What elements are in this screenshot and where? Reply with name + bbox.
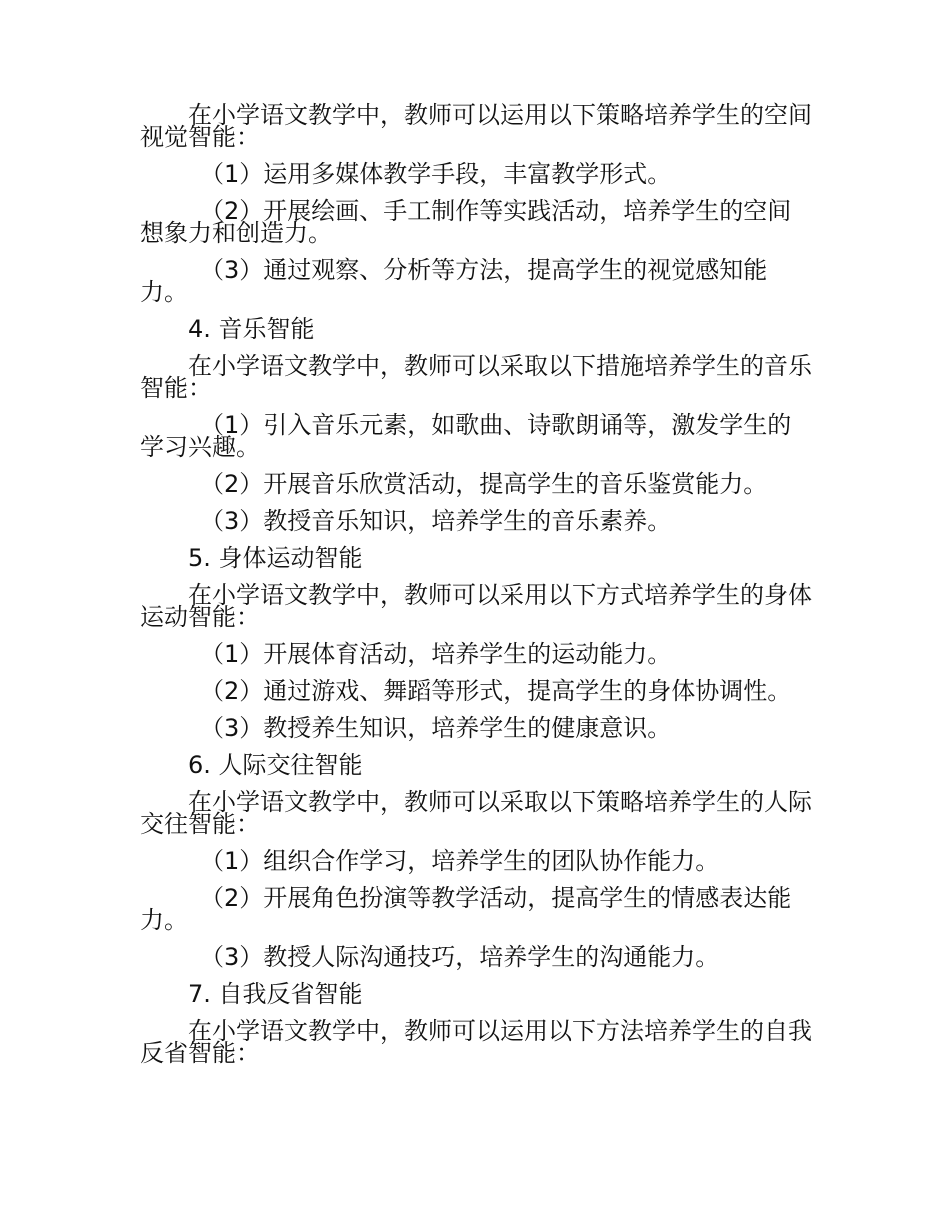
list-item: （3）教授人际沟通技巧，培养学生的沟通能力。 <box>200 943 720 971</box>
list-item: （1）运用多媒体教学手段，丰富教学形式。 <box>200 160 672 188</box>
paragraph-interpersonal-intro: 在小学语文教学中，教师可以采取以下策略培养学生的人际交往智能： <box>140 788 812 838</box>
list-item: （2）通过游戏、舞蹈等形式，提高学生的身体协调性。 <box>200 677 792 705</box>
list-item: （2）开展音乐欣赏活动，提高学生的音乐鉴赏能力。 <box>200 470 768 498</box>
section-heading-music: 4. 音乐智能 <box>188 315 315 343</box>
list-item: （1）开展体育活动，培养学生的运动能力。 <box>200 640 672 668</box>
list-item: （2）开展角色扮演等教学活动，提高学生的情感表达能力。 <box>140 884 792 934</box>
paragraph-music-intro: 在小学语文教学中，教师可以采取以下措施培养学生的音乐智能： <box>140 352 812 402</box>
paragraph-self-reflection-intro: 在小学语文教学中，教师可以运用以下方法培养学生的自我反省智能： <box>140 1017 812 1067</box>
section-heading-interpersonal: 6. 人际交往智能 <box>188 751 363 779</box>
section-heading-self-reflection: 7. 自我反省智能 <box>188 980 363 1008</box>
document-body <box>140 101 812 1079</box>
paragraph-body-movement-intro: 在小学语文教学中，教师可以采用以下方式培养学生的身体运动智能： <box>140 581 812 631</box>
list-item: （3）教授养生知识，培养学生的健康意识。 <box>200 714 672 742</box>
list-item: （1）引入音乐元素，如歌曲、诗歌朗诵等，激发学生的学习兴趣。 <box>140 411 792 461</box>
list-item: （2）开展绘画、手工制作等实践活动，培养学生的空间想象力和创造力。 <box>140 197 792 247</box>
list-item: （3）教授音乐知识，培养学生的音乐素养。 <box>200 507 672 535</box>
list-item: （3）通过观察、分析等方法，提高学生的视觉感知能力。 <box>140 256 768 306</box>
section-heading-body-movement: 5. 身体运动智能 <box>188 544 363 572</box>
paragraph-spatial-intro: 在小学语文教学中，教师可以运用以下策略培养学生的空间视觉智能： <box>140 101 812 151</box>
list-item: （1）组织合作学习，培养学生的团队协作能力。 <box>200 847 720 875</box>
